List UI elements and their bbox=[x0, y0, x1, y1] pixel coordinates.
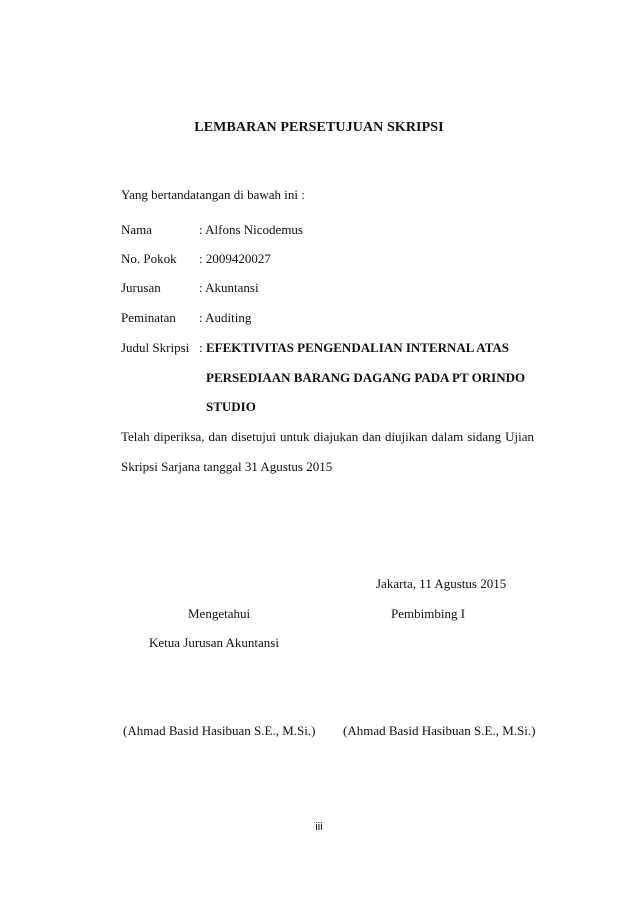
thesis-colon: : bbox=[199, 340, 203, 355]
field-label-judul-skripsi: Judul Skripsi bbox=[121, 340, 190, 355]
field-value-nama: : Alfons Nicodemus bbox=[199, 222, 303, 237]
approval-paragraph-line-1: Telah diperiksa, dan disetujui untuk diajukan dan diujikan dalam sidang Ujian bbox=[121, 429, 534, 444]
field-value-peminatan: : Auditing bbox=[199, 310, 252, 325]
field-value-jurusan: : Akuntansi bbox=[199, 280, 259, 295]
field-label-no-pokok: No. Pokok bbox=[121, 251, 177, 266]
field-label-jurusan: Jurusan bbox=[121, 280, 161, 295]
approval-paragraph-line-2: Skripsi Sarjana tanggal 31 Agustus 2015 bbox=[121, 459, 333, 474]
signatory-left: (Ahmad Basid Hasibuan S.E., M.Si.) bbox=[123, 723, 316, 738]
thesis-title-line-3: STUDIO bbox=[206, 399, 256, 414]
place-date: Jakarta, 11 Agustus 2015 bbox=[376, 576, 507, 591]
page-number: iii bbox=[315, 821, 323, 833]
intro-text: Yang bertandatangan di bawah ini : bbox=[121, 187, 305, 202]
ketua-jurusan-label: Ketua Jurusan Akuntansi bbox=[149, 635, 279, 650]
document-title: LEMBARAN PERSETUJUAN SKRIPSI bbox=[194, 120, 444, 135]
thesis-title-line-1: EFEKTIVITAS PENGENDALIAN INTERNAL ATAS bbox=[206, 340, 510, 355]
mengetahui-label: Mengetahui bbox=[188, 606, 251, 621]
field-label-nama: Nama bbox=[121, 222, 153, 237]
field-value-no-pokok: : 2009420027 bbox=[199, 251, 271, 266]
thesis-title-line-2: PERSEDIAAN BARANG DAGANG PADA PT ORINDO bbox=[206, 370, 526, 385]
pembimbing-label: Pembimbing I bbox=[391, 606, 466, 621]
signatory-right: (Ahmad Basid Hasibuan S.E., M.Si.) bbox=[343, 723, 536, 738]
field-label-peminatan: Peminatan bbox=[121, 310, 176, 325]
